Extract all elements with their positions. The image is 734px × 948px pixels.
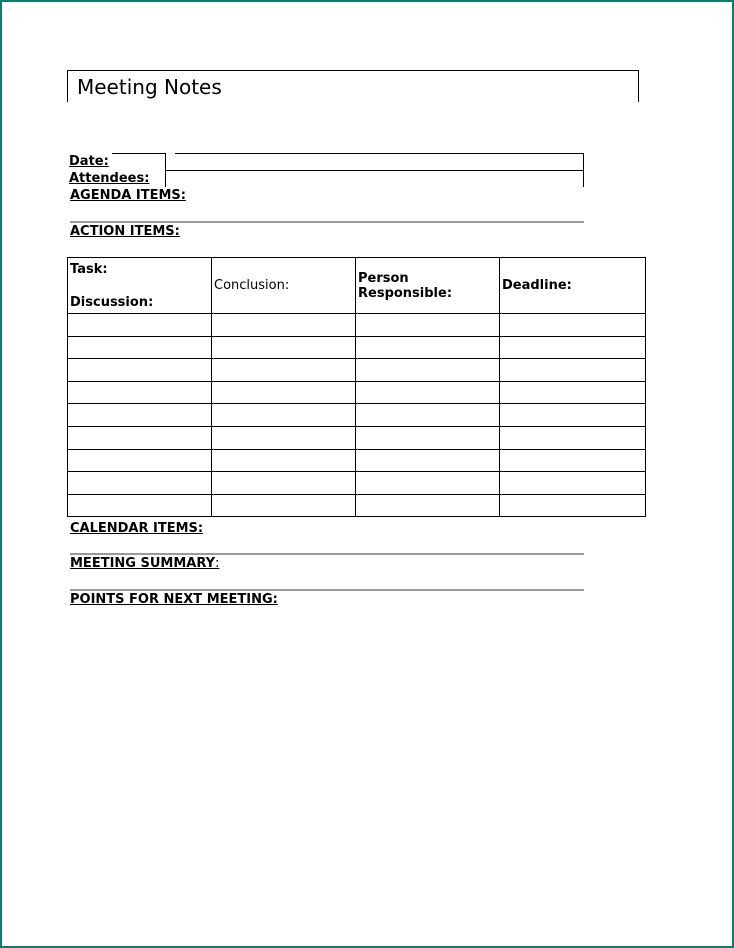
calendar-items-label: CALENDAR ITEMS: [70, 521, 204, 536]
table-cell[interactable] [68, 381, 212, 404]
title-box [67, 70, 639, 102]
table-cell[interactable] [68, 494, 212, 517]
table-cell[interactable] [500, 314, 646, 337]
table-cell[interactable] [68, 426, 212, 449]
table-cell[interactable] [500, 449, 646, 472]
date-field-top [112, 153, 165, 154]
table-row [68, 449, 646, 472]
table-cell[interactable] [212, 449, 356, 472]
table-cell[interactable] [212, 404, 356, 427]
summary-divider [70, 589, 584, 591]
table-row [68, 404, 646, 427]
action-items-label: ACTION ITEMS: [70, 224, 180, 239]
table-cell[interactable] [500, 336, 646, 359]
table-cell[interactable] [68, 359, 212, 382]
date-field-right [583, 153, 584, 187]
table-cell[interactable] [356, 381, 500, 404]
table-header-row [68, 258, 646, 314]
agenda-items-label: AGENDA ITEMS: [70, 188, 186, 203]
meeting-summary-label [70, 556, 219, 571]
header-deadline: Deadline: [500, 258, 646, 314]
table-cell[interactable] [212, 314, 356, 337]
table-cell[interactable] [356, 336, 500, 359]
action-items-table [67, 257, 646, 517]
header-conclusion: Conclusion: [212, 258, 356, 314]
header-task-discussion [68, 258, 212, 314]
header-person-responsible: Person Responsible: [356, 258, 500, 314]
table-row [68, 359, 646, 382]
next-meeting-label: POINTS FOR NEXT MEETING: [70, 592, 278, 607]
table-cell[interactable] [212, 359, 356, 382]
table-cell[interactable] [500, 359, 646, 382]
agenda-divider [70, 221, 584, 223]
table-row [68, 381, 646, 404]
table-cell[interactable] [356, 472, 500, 495]
header-task: Task: [70, 262, 108, 277]
calendar-divider [70, 553, 584, 555]
table-cell[interactable] [68, 449, 212, 472]
meeting-summary-colon: : [215, 556, 220, 571]
header-discussion: Discussion: [70, 295, 154, 310]
table-cell[interactable] [500, 404, 646, 427]
date-label: Date: [69, 154, 109, 169]
table-row [68, 426, 646, 449]
table-cell[interactable] [356, 404, 500, 427]
table-cell[interactable] [212, 494, 356, 517]
table-cell[interactable] [356, 426, 500, 449]
table-cell[interactable] [212, 426, 356, 449]
table-cell[interactable] [356, 494, 500, 517]
table-cell[interactable] [68, 336, 212, 359]
table-cell[interactable] [68, 314, 212, 337]
date-field-line[interactable] [175, 153, 583, 154]
attendees-label: Attendees: [69, 171, 150, 186]
table-cell[interactable] [68, 472, 212, 495]
table-cell[interactable] [500, 381, 646, 404]
table-row [68, 314, 646, 337]
table-cell[interactable] [356, 449, 500, 472]
table-cell[interactable] [212, 381, 356, 404]
table-cell[interactable] [68, 404, 212, 427]
table-cell[interactable] [356, 314, 500, 337]
meeting-summary-text: MEETING SUMMARY [70, 556, 216, 571]
table-cell[interactable] [212, 472, 356, 495]
table-cell[interactable] [212, 336, 356, 359]
table-cell[interactable] [500, 494, 646, 517]
table-cell[interactable] [500, 426, 646, 449]
table-row [68, 494, 646, 517]
table-row [68, 336, 646, 359]
table-row [68, 472, 646, 495]
table-cell[interactable] [356, 359, 500, 382]
attendees-field-line[interactable] [165, 170, 583, 171]
table-cell[interactable] [500, 472, 646, 495]
page-title: Meeting Notes [77, 75, 222, 99]
